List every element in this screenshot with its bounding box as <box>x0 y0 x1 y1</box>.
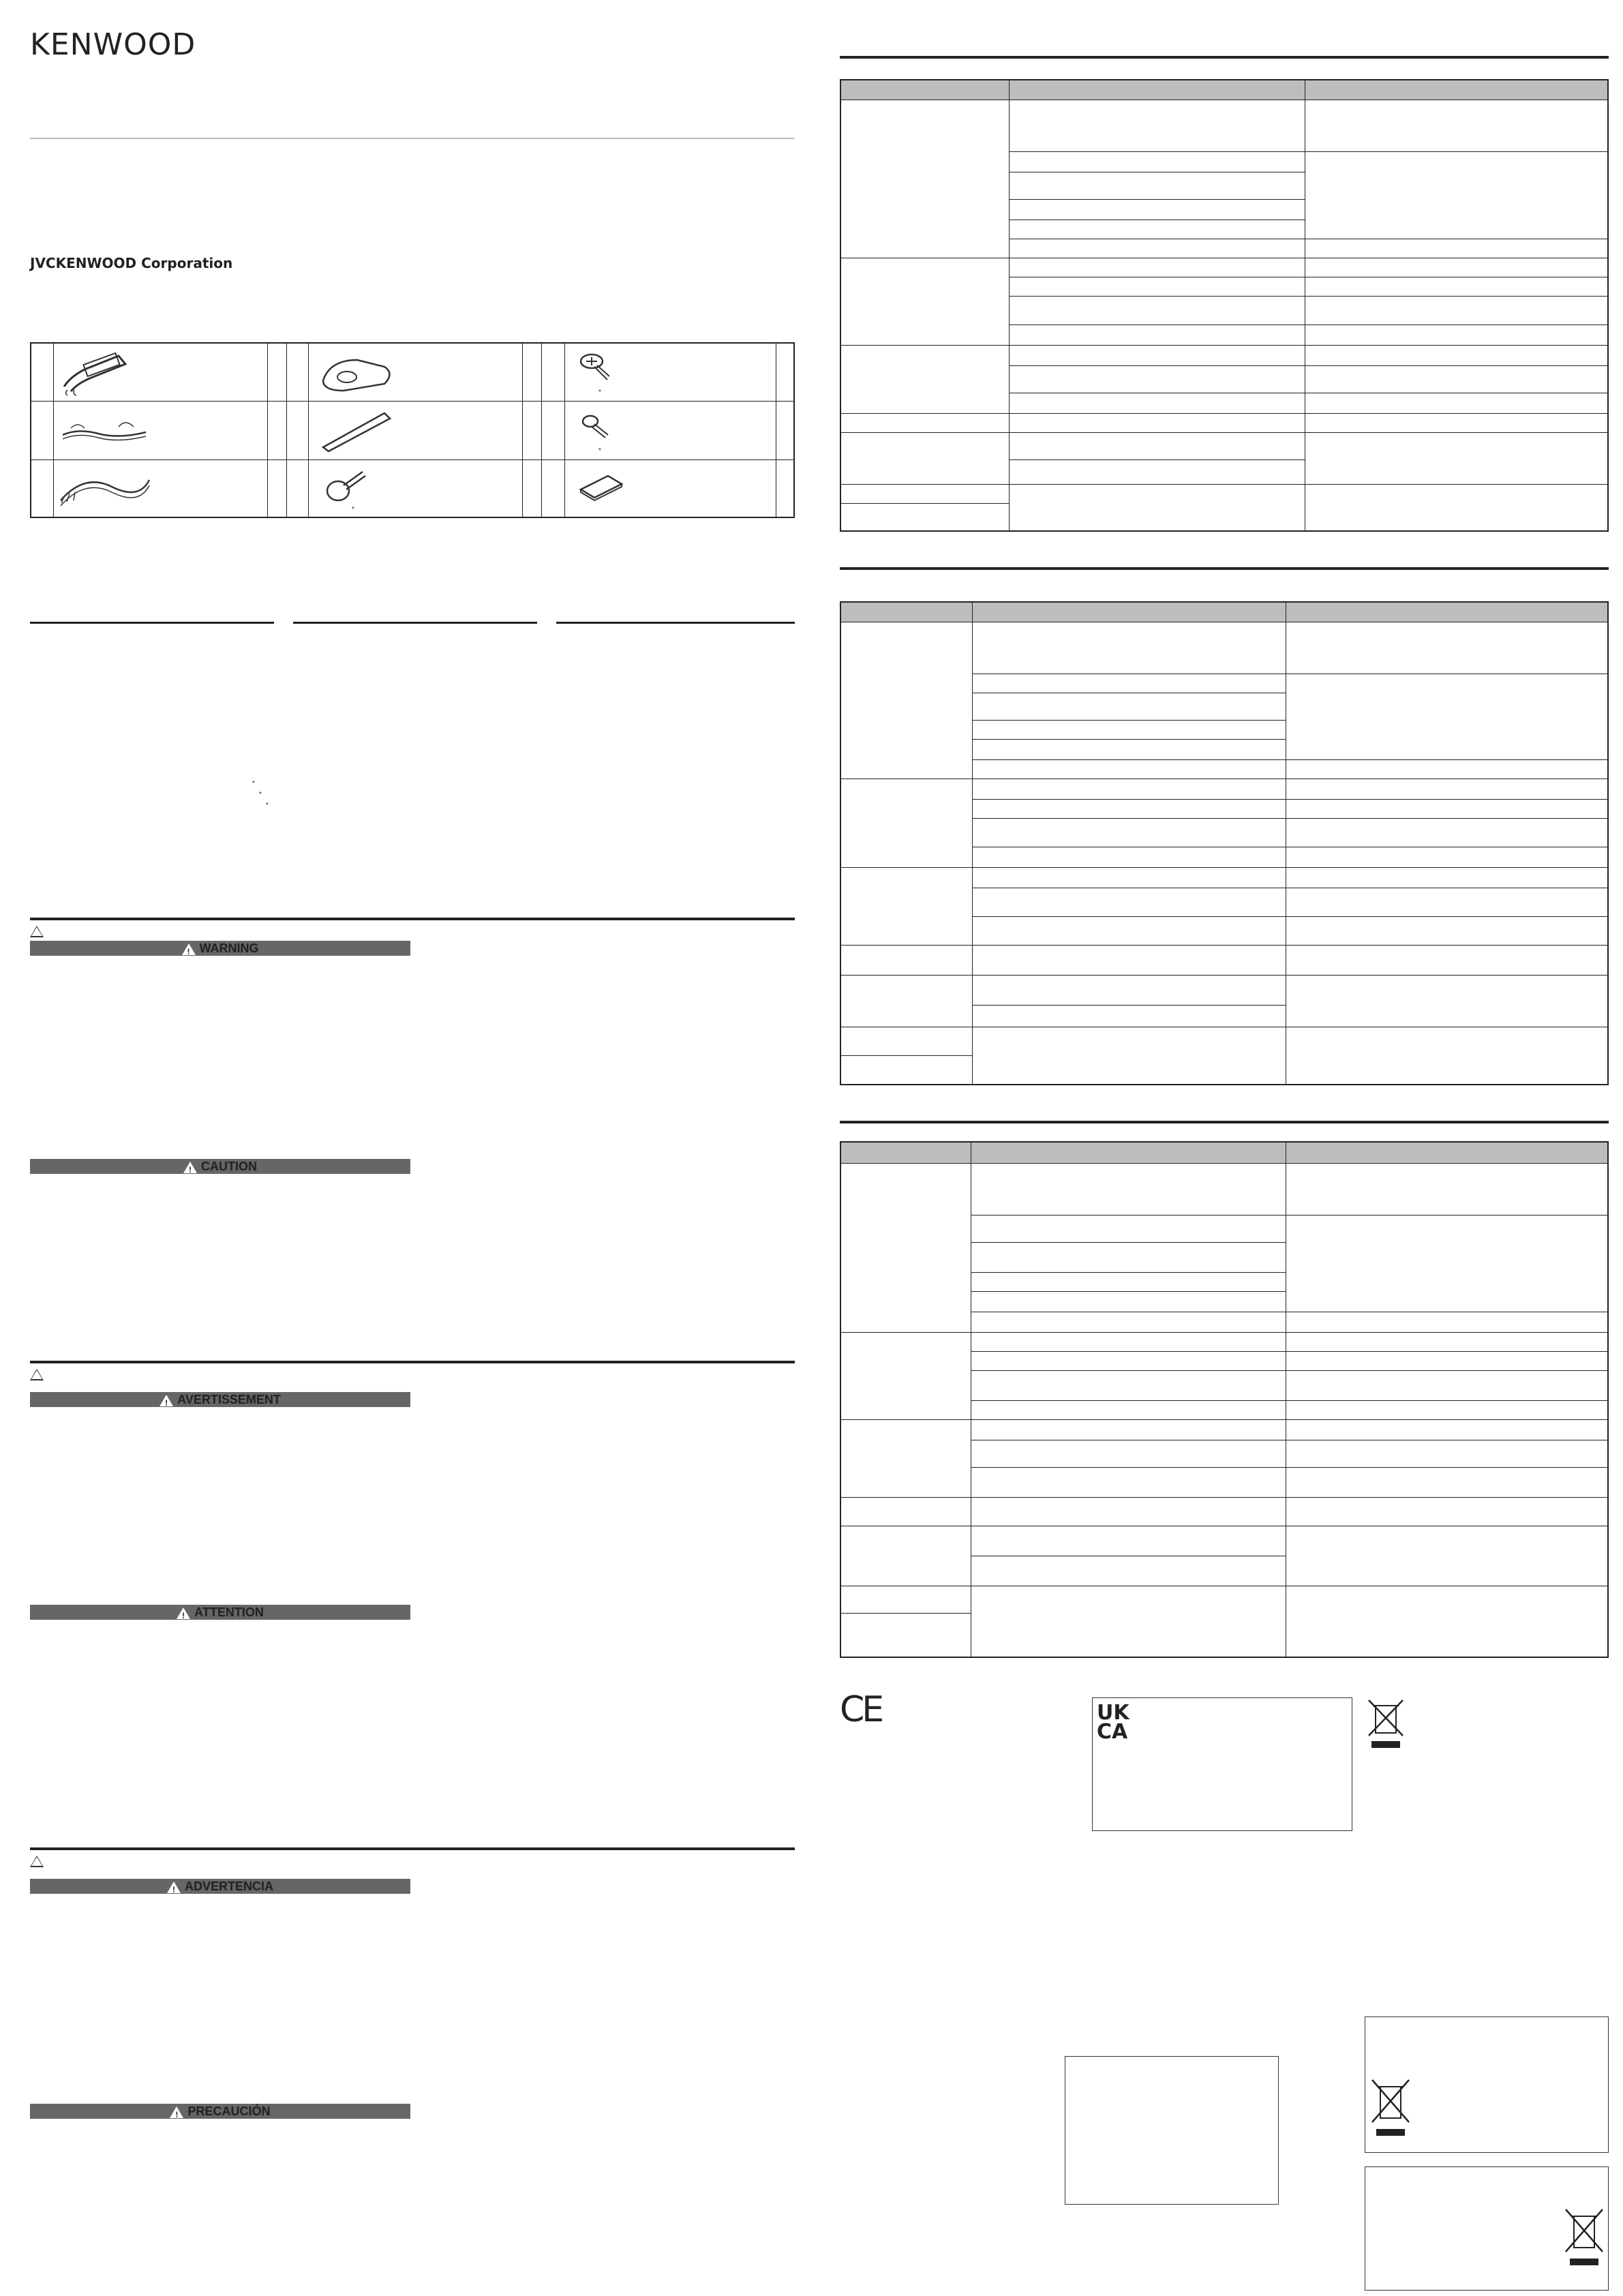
warning-banner-fr: !AVERTISSEMENT <box>30 1392 410 1407</box>
table-header <box>841 1143 1607 1164</box>
grid-line <box>53 344 54 517</box>
note-marker: * <box>259 791 262 798</box>
table-row-line <box>841 484 1607 485</box>
table-row-line <box>841 945 1607 946</box>
table-row-line <box>1009 296 1607 297</box>
table-row-line <box>971 1370 1607 1371</box>
table-col-line <box>972 603 973 1084</box>
weee-notice-box-2 <box>1365 2166 1609 2291</box>
rubber-pad-icon <box>574 469 628 503</box>
flat-head-screw-icon <box>577 349 618 390</box>
warning-banner-es: !ADVERTENCIA <box>30 1879 410 1894</box>
caution-triangle-icon <box>30 926 44 937</box>
note-marker: * <box>598 447 601 455</box>
table-row-line <box>841 413 1607 414</box>
warning-triangle-icon <box>160 1395 173 1406</box>
section-rule-en <box>30 918 795 920</box>
table-row-line <box>1009 199 1305 200</box>
note-marker: * <box>598 389 601 396</box>
cable-tie-icon <box>316 406 398 454</box>
note-marker: * <box>352 506 354 513</box>
grid-line <box>308 344 309 517</box>
brand-logo: KENWOOD <box>30 27 196 62</box>
header-divider <box>30 138 795 139</box>
table-row-line <box>971 1291 1286 1292</box>
warning-triangle-icon <box>182 943 196 955</box>
cable-icon <box>57 408 153 453</box>
table-header <box>841 80 1607 100</box>
table-row-line <box>1009 324 1607 325</box>
crossed-bin-icon <box>1564 2207 1605 2275</box>
warning-triangle-icon <box>167 1882 181 1893</box>
column-rule <box>293 622 537 624</box>
mounting-bracket-icon <box>316 353 398 394</box>
column-rule <box>30 622 274 624</box>
table-row-line <box>972 818 1607 819</box>
ukca-mark: UK CA <box>1097 1701 1129 1744</box>
warning-banner-en: !WARNING <box>30 941 410 956</box>
table-row-line <box>972 1005 1286 1006</box>
caution-banner-es: !PRECAUCIÓN <box>30 2104 410 2119</box>
grid-line <box>522 344 523 517</box>
grid-line <box>541 344 542 517</box>
ukca-notice-box <box>1092 1697 1352 1831</box>
table-row-line <box>1009 365 1607 366</box>
note-marker: * <box>252 780 255 787</box>
table-row-line <box>971 1351 1607 1352</box>
table-row-line <box>971 1467 1607 1468</box>
table-row-line <box>1305 151 1607 152</box>
table-row-line <box>972 799 1607 800</box>
note-marker: * <box>266 802 269 809</box>
table-row-line <box>1009 459 1305 460</box>
spec-table-2 <box>840 601 1609 1085</box>
warning-triangle-icon <box>183 1162 197 1173</box>
spec-table-3 <box>840 1141 1609 1658</box>
crossed-bin-icon <box>1371 2077 1412 2145</box>
table-row-line <box>972 720 1286 721</box>
table-row-line <box>972 739 1286 740</box>
table-row-line <box>841 1332 1607 1333</box>
weee-notice-box-1 <box>1365 2016 1609 2153</box>
warning-triangle-icon <box>177 1607 190 1619</box>
table-row-line <box>841 975 1607 976</box>
table-row-line <box>972 916 1607 917</box>
caution-triangle-icon <box>30 1369 44 1380</box>
grid-line <box>31 401 793 402</box>
spec-section-rule <box>840 567 1609 570</box>
column-rule <box>556 622 795 624</box>
ce-mark: CE <box>840 1689 882 1730</box>
spec-section-rule <box>840 56 1609 59</box>
table-row-line <box>841 1055 972 1056</box>
caution-banner-fr: !ATTENTION <box>30 1605 410 1620</box>
table-row-line <box>841 345 1607 346</box>
section-rule-es <box>30 1847 795 1850</box>
wiring-harness-icon <box>57 349 132 397</box>
table-row-line <box>841 432 1607 433</box>
grid-line <box>31 459 793 460</box>
table-row-line <box>841 1497 1607 1498</box>
table-row-line <box>841 1613 971 1614</box>
table-row-line <box>972 759 1607 760</box>
accessory-table <box>30 342 795 518</box>
caution-triangle-icon <box>30 1856 44 1867</box>
table-row-line <box>841 1419 1607 1420</box>
section-rule-fr <box>30 1361 795 1363</box>
table-row-line <box>971 1242 1286 1243</box>
table-row-line <box>971 1400 1607 1401</box>
spec-table-1 <box>840 79 1609 532</box>
table-row-line <box>841 503 1009 504</box>
table-header <box>841 603 1607 622</box>
warning-triangle-icon <box>170 2106 183 2118</box>
wire-bundle-icon <box>57 466 153 514</box>
bolt-icon <box>323 466 371 507</box>
grid-line <box>564 344 565 517</box>
table-col-line <box>1009 80 1010 530</box>
company-name: JVCKENWOOD Corporation <box>30 255 233 271</box>
grid-line <box>286 344 287 517</box>
crossed-bin-icon <box>1366 1697 1407 1751</box>
notice-box <box>1065 2056 1279 2205</box>
table-row-line <box>971 1272 1286 1273</box>
grid-line <box>267 344 268 517</box>
table-row-line <box>1009 151 1305 152</box>
table-row-line <box>841 867 1607 868</box>
caution-banner-en: !CAUTION <box>30 1159 410 1174</box>
spec-section-rule <box>840 1121 1609 1123</box>
small-screw-icon <box>581 412 615 446</box>
